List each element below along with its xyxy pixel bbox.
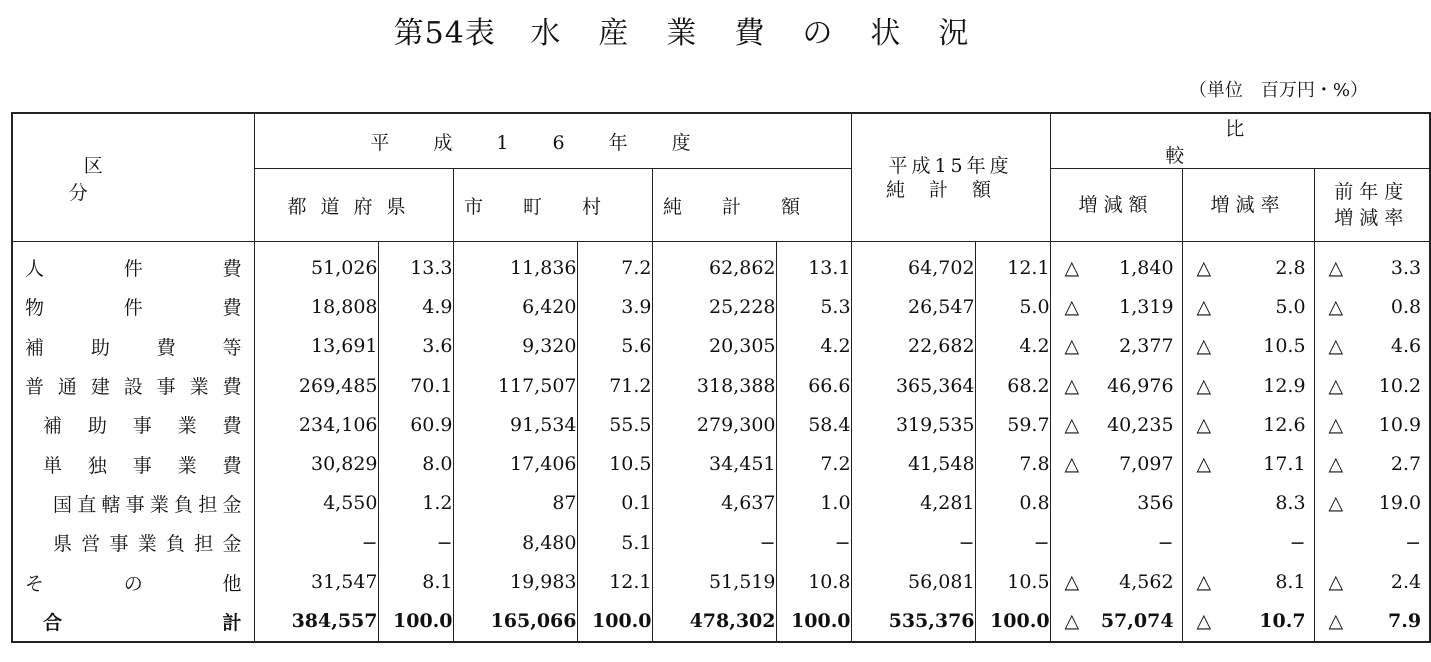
page-title [0,8,1400,52]
net-amount: 4,637 [652,484,776,523]
prev-change-rate-decrease-mark: △ [1328,492,1344,515]
change-amount: 7,097 [1119,453,1174,476]
change-rate-cell [1182,405,1314,444]
municipality-amount: 9,320 [453,327,577,366]
change-amount-cell [1050,562,1182,601]
row-label: 単独事業費 [43,454,242,477]
change-amount-decrease-mark: △ [1064,413,1080,436]
header-prev-rate [1314,169,1430,242]
prev-change-rate-decrease-mark: △ [1328,295,1344,318]
prev-change-rate-cell [1314,327,1430,366]
prev-change-rate-cell [1314,242,1430,288]
net-share: 66.6 [776,366,851,405]
fisheries-expenditure-table [11,112,1431,643]
change-amount-cell [1050,327,1182,366]
prev-change-rate: 19.0 [1378,492,1422,515]
change-rate-cell [1182,562,1314,601]
change-amount: 356 [1137,492,1174,515]
prev-net-amount: 4,281 [851,484,975,523]
net-share: 10.8 [776,562,851,601]
prev-net-amount: 535,376 [851,602,975,642]
prefecture-share: 60.9 [378,405,453,444]
change-rate: 12.9 [1263,374,1306,397]
prev-change-rate-decrease-mark: △ [1328,335,1344,358]
municipality-amount: 6,420 [453,287,577,326]
table-row [12,405,1430,444]
net-share: 1.0 [776,484,851,523]
prefecture-amount: 31,547 [254,562,378,601]
change-rate-decrease-mark: △ [1196,335,1212,358]
change-amount-cell [1050,444,1182,483]
header-prev-rate-line1: 前年度 [1334,181,1410,203]
change-amount-decrease-mark: △ [1064,256,1080,279]
row-label: 補助事業費 [43,415,242,438]
prefecture-amount: 4,550 [254,484,378,523]
prev-net-share: − [975,523,1050,562]
prev-change-rate-cell [1314,405,1430,444]
prefecture-amount: 30,829 [254,444,378,483]
row-label: 補助費等 [25,336,242,359]
net-amount: 25,228 [652,287,776,326]
change-rate-cell [1182,327,1314,366]
prev-net-amount: 22,682 [851,327,975,366]
row-label: その他 [25,572,242,595]
change-rate-decrease-mark: △ [1196,610,1212,633]
prev-net-share: 10.5 [975,562,1050,601]
municipality-amount: 19,983 [453,562,577,601]
net-share: 100.0 [776,602,851,642]
net-amount: − [652,523,776,562]
change-amount-cell [1050,523,1182,562]
net-amount: 51,519 [652,562,776,601]
change-amount-decrease-mark: △ [1064,453,1080,476]
change-rate-decrease-mark: △ [1196,413,1212,436]
header-prev-rate-line2: 増減率 [1334,207,1410,229]
header-prefecture: 都道府県 [254,169,453,242]
net-share: 7.2 [776,444,851,483]
prev-net-amount: 64,702 [851,242,975,288]
municipality-share: 7.2 [577,242,652,288]
change-amount: 40,235 [1107,413,1174,436]
net-share: 13.1 [776,242,851,288]
prev-change-rate-decrease-mark: △ [1328,610,1344,633]
change-amount-cell [1050,484,1182,523]
header-rate: 増減率 [1182,169,1314,242]
prev-change-rate-decrease-mark: △ [1328,256,1344,279]
prefecture-amount: 384,557 [254,602,378,642]
prev-net-amount: − [851,523,975,562]
table-row [12,242,1430,288]
change-amount-decrease-mark: △ [1064,295,1080,318]
table-row [12,484,1430,523]
prev-change-rate-cell [1314,444,1430,483]
prev-net-share: 59.7 [975,405,1050,444]
prefecture-share: 3.6 [378,327,453,366]
net-amount: 62,862 [652,242,776,288]
prefecture-share: 8.0 [378,444,453,483]
row-label: 国直轄事業負担金 [53,493,242,516]
prev-net-share: 0.8 [975,484,1050,523]
header-municipality: 市町村 [453,169,652,242]
prev-change-rate-cell [1314,602,1430,642]
municipality-amount: 87 [453,484,577,523]
prev-net-amount: 365,364 [851,366,975,405]
municipality-share: 5.6 [577,327,652,366]
prefecture-amount: 234,106 [254,405,378,444]
change-amount-cell [1050,366,1182,405]
header-prev-year-line1: 平成15年度 [888,154,1013,177]
municipality-amount: 17,406 [453,444,577,483]
net-amount: 34,451 [652,444,776,483]
prev-change-rate-cell [1314,366,1430,405]
header-difference: 増減額 [1050,169,1182,242]
change-rate: − [1289,531,1306,554]
municipality-amount: 8,480 [453,523,577,562]
prev-change-rate: 10.2 [1378,374,1422,397]
header-prev-year-line2: 純計額 [886,178,1016,201]
prev-change-rate: − [1405,531,1422,554]
prev-net-amount: 319,535 [851,405,975,444]
unit-label: （単位 百万円・%） [1188,80,1368,101]
prev-change-rate: 7.9 [1388,610,1422,633]
table-row [12,523,1430,562]
prev-net-amount: 56,081 [851,562,975,601]
prefecture-amount: 18,808 [254,287,378,326]
change-rate: 12.6 [1263,413,1306,436]
change-rate: 2.8 [1275,256,1306,279]
prev-change-rate-decrease-mark: △ [1328,374,1344,397]
prev-change-rate-decrease-mark: △ [1328,453,1344,476]
prev-change-rate: 2.4 [1390,571,1422,594]
prefecture-share: 1.2 [378,484,453,523]
table-number: 第54表 [393,16,496,51]
change-rate: 8.3 [1275,492,1306,515]
change-rate: 10.7 [1259,610,1306,633]
prev-change-rate-decrease-mark: △ [1328,413,1344,436]
change-rate: 8.1 [1275,571,1306,594]
table-row [12,287,1430,326]
change-amount-decrease-mark: △ [1064,610,1080,633]
change-rate-decrease-mark: △ [1196,571,1212,594]
net-amount: 478,302 [652,602,776,642]
change-rate: 10.5 [1263,335,1306,358]
row-label: 合計 [43,611,242,634]
prev-change-rate-cell [1314,287,1430,326]
prev-net-amount: 26,547 [851,287,975,326]
municipality-share: 10.5 [577,444,652,483]
prev-change-rate-cell [1314,562,1430,601]
header-year16: 平成16年度 [254,113,851,169]
change-rate-cell [1182,366,1314,405]
prev-change-rate-cell [1314,523,1430,562]
prefecture-share: 4.9 [378,287,453,326]
net-share: 5.3 [776,287,851,326]
table-row [12,327,1430,366]
prefecture-amount: 269,485 [254,366,378,405]
header-prev-year [851,113,1050,242]
table-row [12,366,1430,405]
prefecture-amount: 51,026 [254,242,378,288]
municipality-share: 0.1 [577,484,652,523]
change-amount-decrease-mark: △ [1064,374,1080,397]
change-rate: 5.0 [1275,295,1306,318]
change-rate-decrease-mark: △ [1196,295,1212,318]
row-label: 物件費 [25,297,242,320]
prev-change-rate: 0.8 [1390,295,1422,318]
prev-net-share: 4.2 [975,327,1050,366]
table-row [12,562,1430,601]
change-rate-cell [1182,444,1314,483]
change-amount: 57,074 [1100,610,1174,633]
change-amount: 2,377 [1119,335,1174,358]
change-amount: 1,840 [1119,256,1174,279]
change-amount-cell [1050,242,1182,288]
table-body [12,242,1430,642]
change-amount: 1,319 [1119,295,1174,318]
prev-net-share: 7.8 [975,444,1050,483]
change-amount: 4,562 [1119,571,1174,594]
change-rate-decrease-mark: △ [1196,453,1212,476]
net-amount: 279,300 [652,405,776,444]
change-rate-cell [1182,484,1314,523]
prefecture-amount: − [254,523,378,562]
municipality-share: 12.1 [577,562,652,601]
change-amount-cell [1050,287,1182,326]
prev-change-rate: 10.9 [1378,413,1422,436]
prev-change-rate: 4.6 [1390,335,1422,358]
prev-change-rate-decrease-mark: △ [1328,571,1344,594]
net-share: 4.2 [776,327,851,366]
row-label: 県営事業負担金 [53,533,242,556]
change-rate-decrease-mark: △ [1196,256,1212,279]
net-share: − [776,523,851,562]
prev-change-rate-cell [1314,484,1430,523]
prev-net-amount: 41,548 [851,444,975,483]
table-title: 水産業費の状況 [530,16,1007,51]
row-label: 普通建設事業費 [25,376,242,399]
table-row [12,444,1430,483]
change-rate-cell [1182,602,1314,642]
municipality-share: 55.5 [577,405,652,444]
net-amount: 318,388 [652,366,776,405]
prefecture-share: 70.1 [378,366,453,405]
net-amount: 20,305 [652,327,776,366]
prev-change-rate: 3.3 [1390,256,1422,279]
prev-net-share: 68.2 [975,366,1050,405]
municipality-share: 3.9 [577,287,652,326]
row-label: 人件費 [25,258,242,281]
prev-net-share: 5.0 [975,287,1050,326]
change-rate-cell [1182,523,1314,562]
change-amount-decrease-mark: △ [1064,335,1080,358]
change-rate: 17.1 [1263,453,1306,476]
prefecture-amount: 13,691 [254,327,378,366]
change-amount-decrease-mark: △ [1064,571,1080,594]
prefecture-share: − [378,523,453,562]
header-compare: 比較 [1050,113,1430,169]
prev-change-rate: 2.7 [1390,453,1422,476]
header-net-total: 純計額 [652,169,851,242]
table-row [12,602,1430,642]
change-amount-cell [1050,602,1182,642]
change-rate-cell [1182,287,1314,326]
change-rate-cell [1182,242,1314,288]
municipality-amount: 91,534 [453,405,577,444]
prefecture-share: 8.1 [378,562,453,601]
prefecture-share: 100.0 [378,602,453,642]
municipality-amount: 117,507 [453,366,577,405]
prev-net-share: 12.1 [975,242,1050,288]
change-rate-decrease-mark: △ [1196,374,1212,397]
municipality-share: 100.0 [577,602,652,642]
change-amount-cell [1050,405,1182,444]
change-amount: 46,976 [1107,374,1174,397]
municipality-amount: 11,836 [453,242,577,288]
municipality-share: 5.1 [577,523,652,562]
municipality-amount: 165,066 [453,602,577,642]
net-share: 58.4 [776,405,851,444]
prefecture-share: 13.3 [378,242,453,288]
change-amount: − [1157,531,1174,554]
municipality-share: 71.2 [577,366,652,405]
header-category: 区分 [12,113,254,242]
prev-net-share: 100.0 [975,602,1050,642]
